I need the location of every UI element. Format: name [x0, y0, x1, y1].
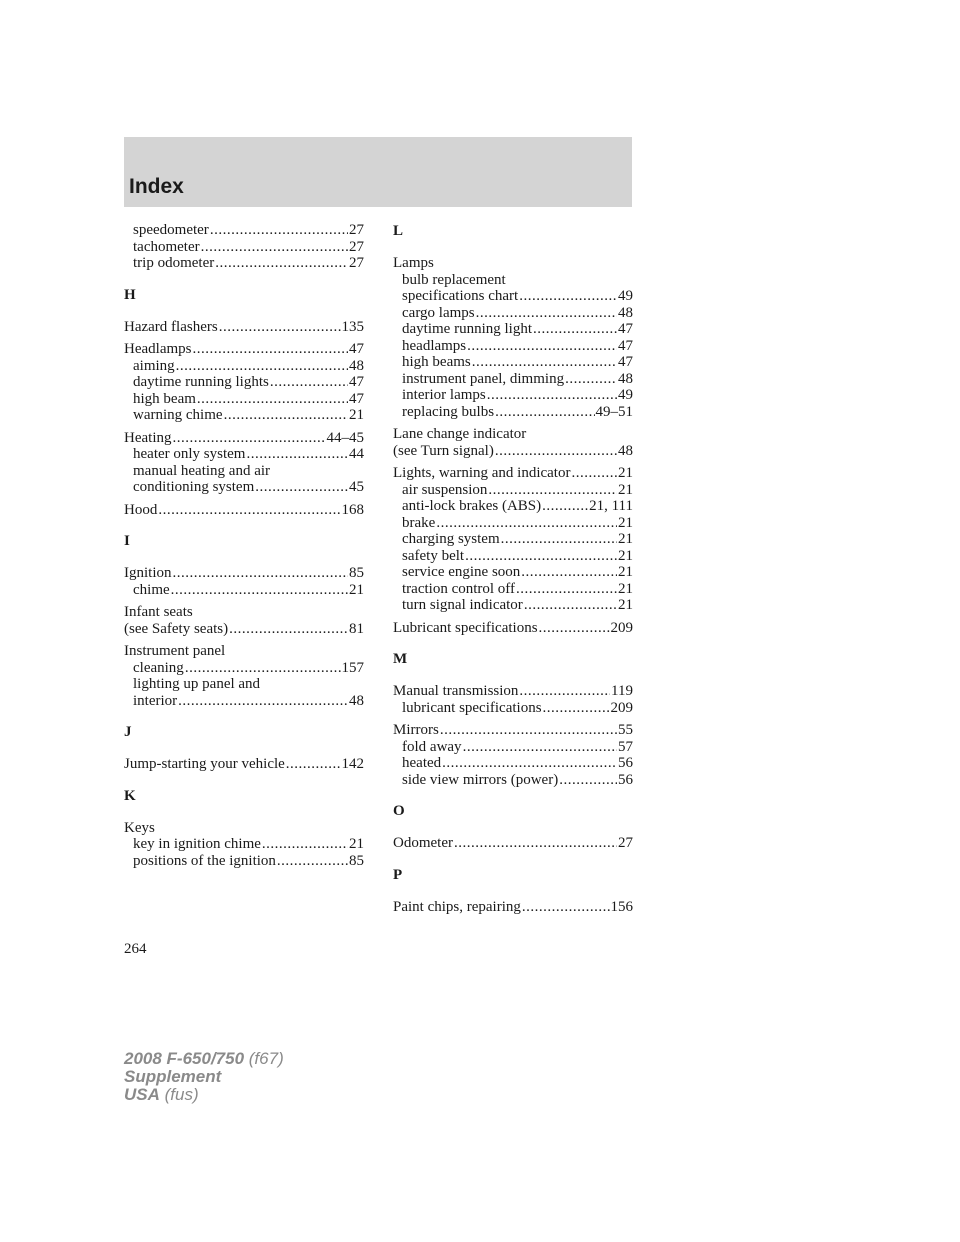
index-subentry-line: [393, 387, 633, 404]
index-subentry-line: [393, 482, 633, 499]
entry-page-ref: 27: [349, 255, 364, 271]
index-entry-line: [124, 430, 364, 447]
entry-text: bulb replacement: [402, 271, 506, 288]
entry-page-ref: 44–45: [326, 429, 364, 446]
index-subentry-line: [393, 288, 633, 305]
dot-leader: [215, 255, 348, 272]
index-entry-line: [124, 565, 364, 582]
entry-text: heater only system: [133, 446, 246, 462]
entry-text: Manual transmission: [393, 683, 519, 699]
index-subentry-line: [393, 581, 633, 598]
entry-text: manual heating and air: [133, 462, 271, 479]
entry-page-ref: 49: [618, 288, 633, 304]
dot-leader: [197, 391, 348, 408]
entry-text: Lubricant specifications: [393, 619, 538, 636]
index-column-right: [393, 222, 633, 915]
dot-leader: [476, 305, 617, 322]
entry-text: daytime running lights: [133, 374, 269, 390]
index-entry-line: [393, 426, 633, 443]
entry-text: (see Turn signal): [393, 442, 494, 459]
footer: [124, 1050, 284, 1104]
index-letter-heading: M: [393, 651, 408, 667]
dot-leader: [286, 756, 341, 773]
entry-text: conditioning system: [133, 479, 255, 495]
entry-text: Instrument panel: [124, 643, 226, 659]
entry-text: Paint chips, repairing: [393, 898, 521, 915]
index-subentry-line: [124, 391, 364, 408]
entry-page-ref: 21: [618, 481, 633, 498]
dot-leader: [465, 548, 617, 565]
entry-page-ref: 135: [341, 318, 364, 335]
entry-page-ref: 57: [618, 738, 633, 755]
index-letter-heading: J: [124, 724, 132, 740]
entry-text: Hood: [124, 501, 158, 518]
entry-page-ref: 85: [349, 565, 364, 581]
dot-leader: [246, 446, 348, 463]
index-subentry-line: [393, 321, 633, 338]
dot-leader: [229, 621, 348, 638]
index-entry-line: [124, 604, 364, 621]
entry-text: trip odometer: [133, 255, 215, 271]
index-entry-line: [393, 465, 633, 482]
index-entry: [124, 756, 364, 773]
index-entry: [393, 899, 633, 916]
entry-text: Lights, warning and indicator: [393, 465, 571, 481]
entry-text: air suspension: [402, 481, 488, 498]
index-letter-heading: K: [124, 787, 136, 804]
entry-text: service engine soon: [402, 564, 521, 580]
entry-text: Heating: [124, 429, 172, 446]
index-subentry-line: [393, 755, 633, 772]
entry-page-ref: 27: [618, 835, 633, 851]
index-entry: [393, 255, 633, 420]
index-subentry-line: [124, 479, 364, 496]
entry-text: replacing bulbs: [402, 403, 495, 420]
dot-leader: [442, 755, 617, 772]
dot-leader: [495, 443, 617, 460]
index-entry-line: [393, 443, 633, 460]
entry-text: Odometer: [393, 835, 453, 851]
index-subentry-line: [393, 564, 633, 581]
entry-text: chime: [133, 581, 170, 598]
entry-page-ref: 21: [618, 547, 633, 564]
dot-leader: [516, 581, 617, 598]
index-subentry-line: [124, 582, 364, 599]
entry-text: (see Safety seats): [124, 620, 229, 637]
dot-leader: [277, 853, 348, 870]
dot-leader: [172, 430, 325, 447]
dot-leader: [185, 660, 341, 677]
footer-line-3: USA (fus): [124, 1085, 199, 1104]
footer-line-2: Supplement: [124, 1067, 222, 1086]
entry-page-ref: 47: [618, 337, 633, 354]
index-entry: [393, 722, 633, 788]
entry-text: warning chime: [133, 407, 223, 423]
entry-page-ref: 48: [618, 370, 633, 387]
header-bar: [124, 137, 632, 207]
dot-leader: [565, 371, 617, 388]
dot-leader: [158, 502, 340, 519]
entry-page-ref: 209: [610, 619, 633, 636]
dot-leader: [454, 835, 617, 852]
dot-leader: [436, 515, 617, 532]
index-entry: [393, 683, 633, 716]
index-letter-heading: I: [124, 533, 130, 549]
index-subentry-line: [124, 836, 364, 853]
dot-leader: [178, 693, 348, 710]
index-entry-line: [393, 620, 633, 637]
dot-leader: [210, 222, 348, 239]
index-subentry-line: [393, 272, 633, 289]
entry-text: tachometer: [133, 238, 200, 255]
dot-leader: [255, 479, 348, 496]
dot-leader: [519, 288, 617, 305]
index-letter-heading: L: [393, 223, 404, 239]
entry-text: aiming: [133, 357, 175, 374]
entry-page-ref: 45: [349, 479, 364, 495]
entry-page-ref: 56: [618, 755, 633, 771]
dot-leader: [463, 739, 617, 756]
entry-text: Ignition: [124, 565, 172, 581]
entry-page-ref: 48: [349, 692, 364, 709]
dot-leader: [472, 354, 617, 371]
entry-text: Lamps: [393, 255, 434, 271]
index-column-left: [124, 222, 364, 869]
entry-text: lubricant specifications: [402, 699, 542, 716]
dot-leader: [171, 582, 348, 599]
entry-page-ref: 142: [341, 756, 364, 772]
dot-leader: [192, 341, 348, 358]
entry-page-ref: 119: [611, 683, 633, 699]
dot-leader: [467, 338, 617, 355]
dot-leader: [571, 465, 617, 482]
entry-text: charging system: [402, 531, 500, 547]
entry-text: positions of the ignition: [133, 852, 276, 869]
entry-text: specifications chart: [402, 288, 519, 304]
dot-leader: [559, 772, 617, 789]
index-entry: [124, 319, 364, 336]
entry-text: Headlamps: [124, 341, 192, 357]
entry-page-ref: 21: [618, 564, 633, 580]
dot-leader: [519, 683, 610, 700]
dot-leader: [495, 404, 594, 421]
entry-page-ref: 21: [618, 514, 633, 531]
dot-leader: [262, 836, 348, 853]
dot-leader: [487, 387, 617, 404]
index-subentry-line: [124, 407, 364, 424]
entry-page-ref: 48: [618, 442, 633, 459]
entry-page-ref: 48: [349, 357, 364, 374]
index-entry-line: [124, 643, 364, 660]
index-entry: [124, 430, 364, 496]
entry-text: headlamps: [402, 337, 467, 354]
index-entry-line: [124, 820, 364, 837]
index-entry-line: [124, 621, 364, 638]
entry-page-ref: 27: [349, 222, 364, 238]
dot-leader: [224, 407, 348, 424]
entry-page-ref: 21: [618, 580, 633, 597]
entry-page-ref: 21: [618, 465, 633, 481]
entry-page-ref: 47: [618, 354, 633, 370]
entry-text: anti-lock brakes (ABS): [402, 498, 542, 514]
dot-leader: [524, 597, 617, 614]
index-entry: [393, 465, 633, 614]
entry-text: Jump-starting your vehicle: [124, 756, 285, 772]
index-subentry-line: [393, 531, 633, 548]
entry-text: brake: [402, 514, 436, 531]
index-subentry-line: [393, 371, 633, 388]
entry-page-ref: 21: [349, 836, 364, 852]
entry-text: high beams: [402, 354, 471, 370]
dot-leader: [533, 321, 617, 338]
entry-page-ref: 49–51: [595, 403, 633, 420]
index-subentry-line: [124, 222, 364, 239]
dot-leader: [543, 700, 610, 717]
index-entry-line: [124, 756, 364, 773]
index-subentry-line: [124, 446, 364, 463]
entry-page-ref: 49: [618, 387, 633, 403]
entry-text: Lane change indicator: [393, 426, 527, 442]
index-subentry-line: [393, 305, 633, 322]
entry-text: Mirrors: [393, 722, 439, 738]
index-entry: [393, 835, 633, 852]
index-entry: [124, 604, 364, 637]
dot-leader: [488, 482, 617, 499]
entry-page-ref: 27: [349, 238, 364, 255]
entry-text: cleaning: [133, 659, 184, 676]
entry-text: interior: [133, 692, 178, 709]
dot-leader: [542, 498, 588, 515]
index-subentry-line: [393, 515, 633, 532]
entry-text: traction control off: [402, 580, 516, 597]
index-subentry-line: [124, 660, 364, 677]
entry-page-ref: 21: [349, 581, 364, 598]
entry-page-ref: 21, 111: [589, 498, 633, 514]
entry-text: side view mirrors (power): [402, 771, 559, 788]
entry-page-ref: 85: [349, 852, 364, 869]
index-subentry-line: [393, 772, 633, 789]
index-entry: [124, 820, 364, 870]
entry-page-ref: 47: [349, 341, 364, 357]
index-entry-line: [393, 899, 633, 916]
dot-leader: [521, 564, 617, 581]
entry-page-ref: 168: [341, 501, 364, 518]
index-entry-line: [393, 683, 633, 700]
index-entry: [124, 643, 364, 709]
entry-page-ref: 156: [610, 898, 633, 915]
index-entry-line: [124, 319, 364, 336]
index-entry: [393, 426, 633, 459]
entry-page-ref: 21: [618, 597, 633, 613]
entry-page-ref: 47: [349, 390, 364, 407]
entry-text: turn signal indicator: [402, 597, 523, 613]
index-letter-heading: H: [124, 286, 136, 303]
entry-text: cargo lamps: [402, 304, 475, 321]
page-title: Index: [129, 175, 184, 198]
index-subentry-line: [124, 676, 364, 693]
index-subentry-line: [393, 548, 633, 565]
entry-page-ref: 47: [349, 374, 364, 390]
index-subentry-line: [124, 374, 364, 391]
dot-leader: [176, 358, 348, 375]
index-entry-line: [393, 255, 633, 272]
index-entry: [124, 502, 364, 519]
entry-text: heated: [402, 755, 442, 771]
entry-page-ref: 21: [349, 407, 364, 423]
index-subentry-line: [393, 700, 633, 717]
entry-text: lighting up panel and: [133, 676, 261, 692]
entry-text: speedometer: [133, 222, 209, 238]
index-subentry-line: [393, 739, 633, 756]
index-subentry-line: [393, 597, 633, 614]
index-entry: [393, 620, 633, 637]
entry-text: key in ignition chime: [133, 836, 261, 852]
index-subentry-line: [124, 358, 364, 375]
index-subentry-line: [124, 853, 364, 870]
page-number: 264: [124, 941, 147, 957]
entry-page-ref: 48: [618, 304, 633, 321]
entry-text: Keys: [124, 819, 155, 836]
entry-text: fold away: [402, 738, 462, 755]
index-entry-line: [124, 502, 364, 519]
index-entry-line: [393, 835, 633, 852]
dot-leader: [522, 899, 610, 916]
entry-text: Hazard flashers: [124, 318, 218, 335]
index-subentry-line: [124, 239, 364, 256]
entry-text: instrument panel, dimming: [402, 370, 565, 387]
entry-page-ref: 56: [618, 771, 633, 788]
index-entry: [124, 565, 364, 598]
index-subentry-line: [124, 255, 364, 272]
entry-page-ref: 209: [610, 699, 633, 716]
dot-leader: [501, 531, 617, 548]
entry-text: high beam: [133, 390, 196, 407]
entry-page-ref: 157: [341, 659, 364, 676]
dot-leader: [201, 239, 348, 256]
entry-page-ref: 81: [349, 620, 364, 637]
entry-text: interior lamps: [402, 387, 486, 403]
index-entry-line: [393, 722, 633, 739]
entry-text: Infant seats: [124, 604, 193, 620]
entry-text: daytime running light: [402, 321, 532, 337]
index-subentry-line: [393, 338, 633, 355]
index-entry-line: [124, 341, 364, 358]
entry-page-ref: 44: [349, 446, 364, 462]
index-subentry-line: [393, 404, 633, 421]
footer-line-1: 2008 F-650/750 (f67): [124, 1049, 284, 1068]
index-subentry-line: [124, 693, 364, 710]
index-entry: [124, 222, 364, 272]
dot-leader: [539, 620, 610, 637]
entry-page-ref: 21: [618, 531, 633, 547]
dot-leader: [440, 722, 617, 739]
index-subentry-line: [393, 354, 633, 371]
index-letter-heading: O: [393, 803, 405, 819]
dot-leader: [270, 374, 348, 391]
index-subentry-line: [124, 463, 364, 480]
entry-page-ref: 55: [618, 722, 633, 738]
dot-leader: [173, 565, 349, 582]
dot-leader: [219, 319, 341, 336]
index-subentry-line: [393, 498, 633, 515]
index-entry: [124, 341, 364, 424]
entry-text: safety belt: [402, 547, 465, 564]
index-letter-heading: P: [393, 866, 403, 883]
entry-page-ref: 47: [618, 321, 633, 337]
